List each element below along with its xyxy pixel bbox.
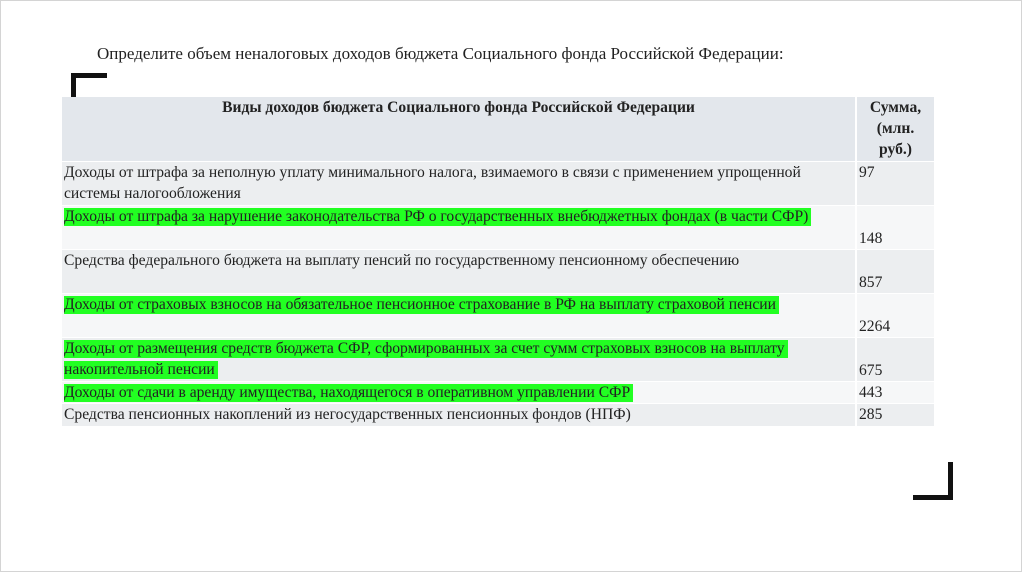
- income-table: [62, 97, 934, 426]
- table-header-row: [62, 97, 934, 162]
- income-sum-cell: 97: [856, 162, 934, 206]
- corner-bracket-bottom-right: [913, 462, 953, 500]
- income-kind-text-highlighted: Доходы от страховых взносов на обязательное пенсионное страхование в РФ на выплату страховой пенсии: [64, 296, 779, 314]
- income-sum-cell: 443: [856, 382, 934, 404]
- header-sum-line: руб.): [879, 141, 912, 158]
- income-sum-cell: 2264: [856, 294, 934, 338]
- table-row: [62, 294, 934, 338]
- table-row: [62, 338, 934, 382]
- income-sum-cell: 285: [856, 404, 934, 427]
- income-kind-cell: [62, 294, 856, 338]
- income-kind-cell: [62, 250, 856, 294]
- income-kind-cell: [62, 338, 856, 382]
- table-row: [62, 382, 934, 404]
- income-kind-cell: [62, 404, 856, 427]
- table-row: [62, 250, 934, 294]
- income-kind-text: Доходы от штрафа за неполную уплату минимального налога, взимаемого в связи с применением упрощенной системы налогообложения: [64, 164, 801, 202]
- income-kind-cell: [62, 206, 856, 250]
- income-sum-cell: 857: [856, 250, 934, 294]
- table-row: [62, 404, 934, 427]
- income-sum-cell: 675: [856, 338, 934, 382]
- income-kind-text: Средства пенсионных накоплений из негосударственных пенсионных фондов (НПФ): [64, 406, 631, 423]
- header-income-kind: Виды доходов бюджета Социального фонда Российской Федерации: [62, 97, 856, 162]
- question-title: Определите объем неналоговых доходов бюджета Социального фонда Российской Федерации:: [97, 44, 784, 63]
- table-row: [62, 206, 934, 250]
- corner-bracket-top-left: [71, 73, 107, 97]
- income-sum-cell: 148: [856, 206, 934, 250]
- income-kind-cell: [62, 382, 856, 404]
- header-sum-line: (млн.: [876, 120, 915, 137]
- income-kind-cell: [62, 162, 856, 206]
- header-sum: [856, 97, 934, 162]
- income-kind-text-highlighted: Доходы от размещения средств бюджета СФР, сформированных за счет сумм страховых взносов на выплату накопительной пенсии: [64, 340, 788, 379]
- income-kind-text: Средства федерального бюджета на выплату пенсий по государственному пенсионному обеспечению: [64, 252, 740, 269]
- income-kind-text-highlighted: Доходы от сдачи в аренду имущества, находящегося в оперативном управлении СФР: [64, 384, 633, 402]
- header-sum-line: Сумма,: [869, 99, 922, 116]
- income-kind-text-highlighted: Доходы от штрафа за нарушение законодательства РФ о государственных внебюджетных фондах (в части СФР): [64, 208, 811, 226]
- table-row: [62, 162, 934, 206]
